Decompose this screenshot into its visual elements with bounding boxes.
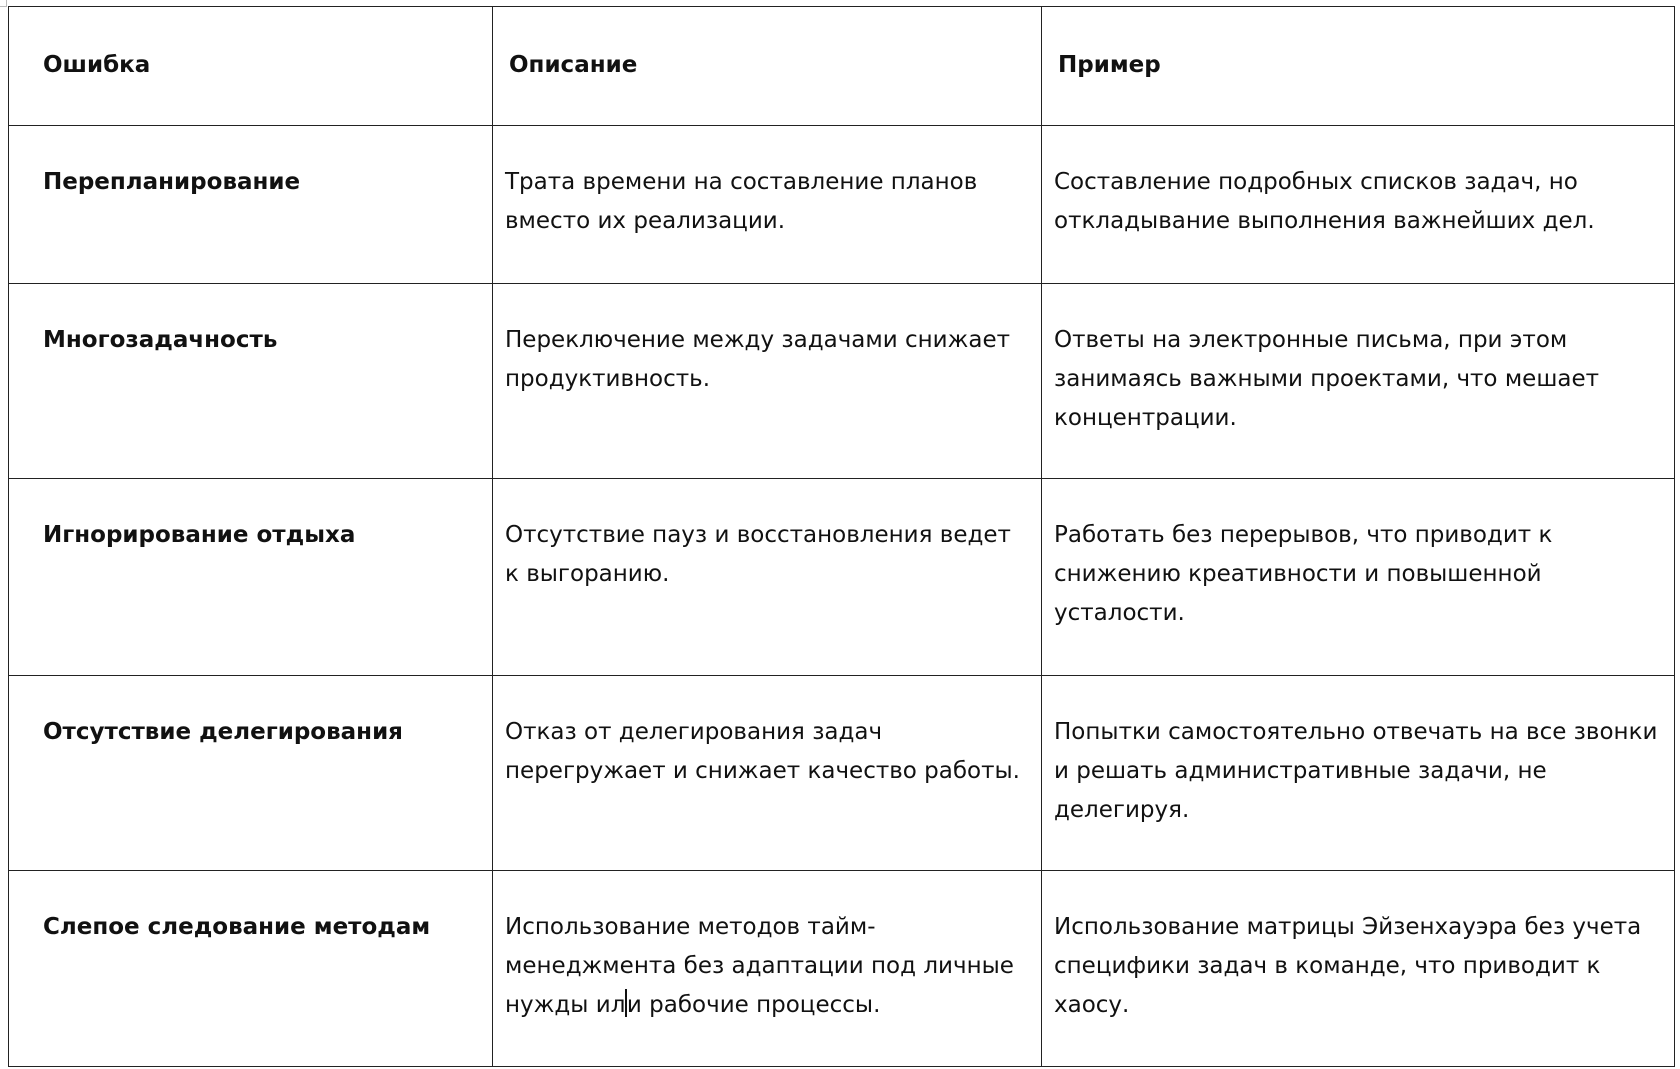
cell-description[interactable] (493, 871, 1042, 1067)
mistake-example: Работать без перерывов, что приводит к снижению креативности и повышенной усталости. (1054, 522, 1553, 626)
table-row (9, 871, 1675, 1067)
mistake-description (493, 871, 1041, 1025)
page-corner-mark (0, 0, 7, 7)
cell-example[interactable] (1042, 126, 1675, 284)
table-row (9, 284, 1675, 479)
cell-mistake-name[interactable] (9, 871, 493, 1067)
cell-description[interactable] (493, 479, 1042, 676)
table-header-row (9, 7, 1675, 126)
mistake-example: Ответы на электронные письма, при этом занимаясь важными проектами, что мешает концентрации. (1054, 327, 1600, 431)
cell-example[interactable] (1042, 479, 1675, 676)
mistakes-table (8, 6, 1675, 1067)
cell-mistake-name[interactable] (9, 284, 493, 479)
description-text-after-cursor: и рабочие процессы. (626, 992, 881, 1018)
cell-example[interactable] (1042, 284, 1675, 479)
mistake-example: Составление подробных списков задач, но откладывание выполнения важнейших дел. (1054, 169, 1595, 234)
cell-description[interactable] (493, 284, 1042, 479)
header-cell-mistake[interactable] (9, 7, 493, 126)
cell-example[interactable] (1042, 871, 1675, 1067)
description-text-before-cursor: Использование методов тайм-менеджмента без адаптации под личные нужды ил (505, 914, 1014, 1018)
mistake-example: Попытки самостоятельно отвечать на все звонки и решать административные задачи, не делегируя. (1054, 719, 1658, 823)
mistake-name: Перепланирование (43, 169, 301, 195)
mistake-example: Использование матрицы Эйзенхауэра без учета специфики задач в команде, что приводит к хаосу. (1054, 914, 1642, 1018)
cell-mistake-name[interactable] (9, 479, 493, 676)
mistake-description: Отказ от делегирования задач перегружает и снижает качество работы. (505, 719, 1020, 784)
mistake-name: Отсутствие делегирования (43, 719, 403, 745)
mistake-name: Игнорирование отдыха (43, 522, 356, 548)
header-cell-description[interactable] (493, 7, 1042, 126)
table-row (9, 126, 1675, 284)
mistake-description: Трата времени на составление планов вместо их реализации. (505, 169, 978, 234)
cell-mistake-name[interactable] (9, 676, 493, 871)
table-row (9, 479, 1675, 676)
mistake-name: Слепое следование методам (43, 914, 431, 940)
cell-example[interactable] (1042, 676, 1675, 871)
cell-description[interactable] (493, 126, 1042, 284)
cell-mistake-name[interactable] (9, 126, 493, 284)
header-label-mistake: Ошибка (43, 52, 151, 78)
header-cell-example[interactable] (1042, 7, 1675, 126)
cell-description[interactable] (493, 676, 1042, 871)
table-row (9, 676, 1675, 871)
header-label-description: Описание (509, 52, 638, 78)
mistake-description: Отсутствие пауз и восстановления ведет к выгоранию. (505, 522, 1011, 587)
mistake-name: Многозадачность (43, 327, 278, 353)
header-label-example: Пример (1058, 52, 1161, 78)
mistake-description: Переключение между задачами снижает продуктивность. (505, 327, 1010, 392)
